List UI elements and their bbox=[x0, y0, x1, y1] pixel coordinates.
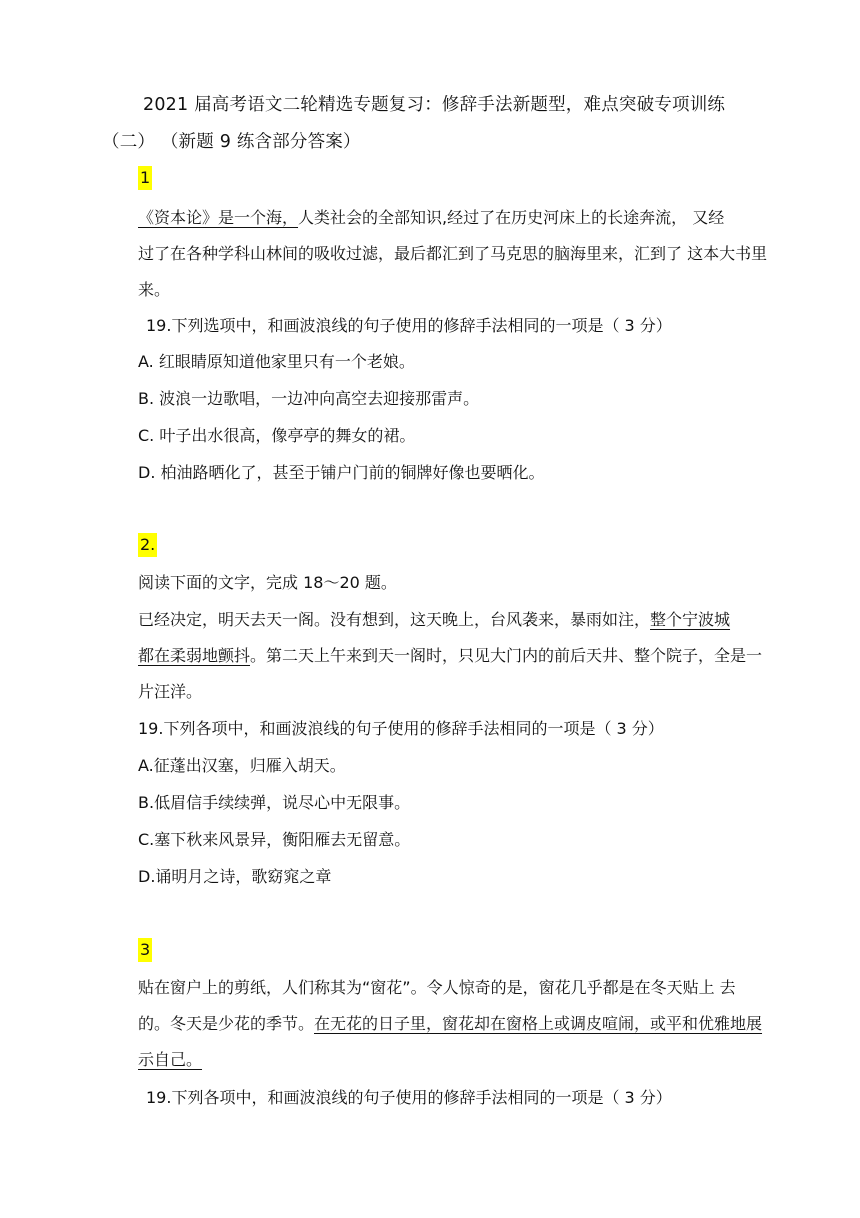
q2-option-d: D.诵明月之诗，歌窈窕之章 bbox=[138, 867, 332, 886]
q1-passage-line-2: 过了在各种学科山林间的吸收过滤，最后都汇到了马克思的脑海里来，汇到了 这本大书里 bbox=[138, 244, 768, 263]
q3-question: 19.下列各项中，和画波浪线的句子使用的修辞手法相同的一项是（ 3 分） bbox=[146, 1088, 672, 1107]
q3-passage-line-2 bbox=[138, 1012, 762, 1036]
document-title-line-2: （二） （新题 9 练含部分答案） bbox=[102, 132, 361, 152]
q2-underlined-sentence-end: 都在柔弱地颤抖 bbox=[138, 646, 251, 665]
question-number-1: 1 bbox=[138, 166, 152, 190]
q2-intro: 阅读下面的文字，完成 18～20 题。 bbox=[138, 573, 397, 592]
q1-option-d: D. 柏油路晒化了，甚至于铺户门前的铜牌好像也要晒化。 bbox=[138, 463, 545, 482]
q1-option-c: C. 叶子出水很高，像亭亭的舞女的裙。 bbox=[138, 426, 416, 445]
q1-option-b: B. 波浪一边歌唱，一边冲向高空去迎接那雷声。 bbox=[138, 389, 480, 408]
q1-option-a: A. 红眼睛原知道他家里只有一个老娘。 bbox=[138, 352, 415, 371]
q2-passage-line-1 bbox=[138, 608, 730, 632]
q2-passage-line-3: 片汪洋。 bbox=[138, 682, 203, 701]
q3-underlined-sentence-end: 示自己。 bbox=[138, 1050, 203, 1069]
question-number-3: 3 bbox=[138, 938, 152, 962]
q1-passage-line-1 bbox=[138, 206, 724, 230]
q2-passage-line-2 bbox=[138, 644, 762, 668]
q3-underlined-sentence-start: 在无花的日子里，窗花却在窗格上或调皮喧闹，或平和优雅地展 bbox=[314, 1014, 763, 1033]
q2-passage-text: 已经决定，明天去天一阁。没有想到，这天晚上，台风袭来，暴雨如注， bbox=[138, 610, 651, 629]
question-number-2: 2. bbox=[138, 533, 157, 557]
q1-passage-text: 人类社会的全部知识,经过了在历史河床上的长途奔流， 又经 bbox=[298, 208, 725, 227]
q2-underlined-sentence-start: 整个宁波城 bbox=[650, 610, 731, 629]
q2-option-b: B.低眉信手续续弹，说尽心中无限事。 bbox=[138, 793, 411, 812]
q2-option-a: A.征蓬出汉塞，归雁入胡天。 bbox=[138, 756, 346, 775]
q2-option-c: C.塞下秋来风景异，衡阳雁去无留意。 bbox=[138, 830, 411, 849]
q2-passage-text-2: 。第二天上午来到天一阁时，只见大门内的前后天井、整个院子，全是一 bbox=[250, 646, 763, 665]
q1-passage-line-3: 来。 bbox=[138, 280, 171, 299]
q1-question: 19.下列选项中，和画波浪线的句子使用的修辞手法相同的一项是（ 3 分） bbox=[146, 316, 672, 335]
q3-passage-text: 的。冬天是少花的季节。 bbox=[138, 1014, 315, 1033]
document-title-line-1: 2021 届高考语文二轮精选专题复习：修辞手法新题型，难点突破专项训练 bbox=[143, 95, 726, 115]
q3-passage-line-3 bbox=[138, 1048, 202, 1072]
q3-passage-line-1: 贴在窗户上的剪纸，人们称其为“窗花”。令人惊奇的是，窗花几乎都是在冬天贴上 去 bbox=[138, 978, 736, 997]
q2-question: 19.下列各项中，和画波浪线的句子使用的修辞手法相同的一项是（ 3 分） bbox=[138, 719, 664, 738]
q1-underlined-sentence: 《资本论》是一个海， bbox=[138, 208, 299, 227]
